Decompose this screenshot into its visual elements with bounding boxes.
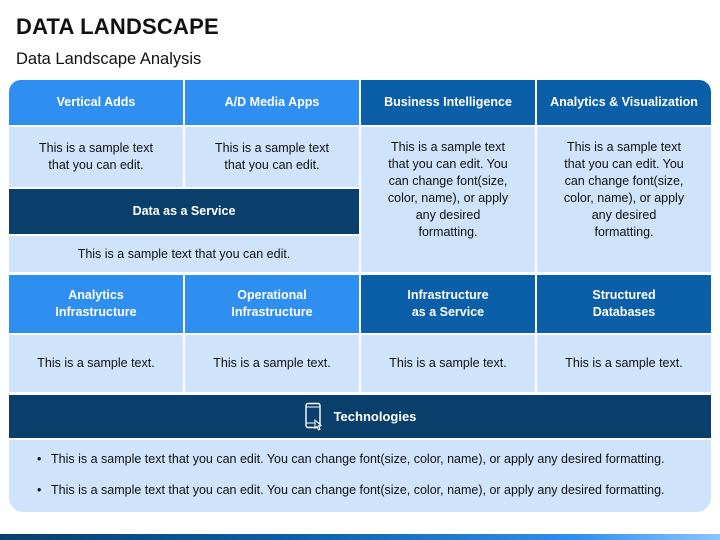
header-technologies xyxy=(9,395,711,438)
header-business-intelligence: Business Intelligence xyxy=(361,80,535,125)
list-item: • This is a sample text that you can edit. You can change font(size, color, name), or apply any desired formatting. xyxy=(37,483,665,497)
header-structured-databases: Structured Databases xyxy=(537,275,711,333)
tablet-touch-icon xyxy=(304,402,324,432)
header-infrastructure-as-a-service: Infrastructure as a Service xyxy=(361,275,535,333)
header-analytics-infrastructure: Analytics Infrastructure xyxy=(9,275,183,333)
header-analytics-visualization: Analytics & Visualization xyxy=(537,80,711,125)
body-data-as-a-service: This is a sample text that you can edit. xyxy=(9,236,359,272)
footer-accent-bar xyxy=(0,534,720,540)
body-infrastructure-as-a-service: This is a sample text. xyxy=(361,335,535,392)
header-operational-infrastructure: Operational Infrastructure xyxy=(185,275,359,333)
page-subtitle: Data Landscape Analysis xyxy=(16,50,202,68)
body-structured-databases: This is a sample text. xyxy=(537,335,711,392)
technologies-label: Technologies xyxy=(333,409,417,424)
technologies-body xyxy=(9,440,711,512)
body-analytics-infrastructure: This is a sample text. xyxy=(9,335,183,392)
body-business-intelligence: This is a sample text that you can edit. You can change font(size, color, name), or apply any desired formatting. xyxy=(361,127,535,272)
header-data-as-a-service: Data as a Service xyxy=(9,189,359,234)
body-vertical-adds: This is a sample text that you can edit. xyxy=(9,127,183,187)
header-vertical-adds: Vertical Adds xyxy=(9,80,183,125)
page-title: DATA LANDSCAPE xyxy=(16,14,219,39)
header-ad-media-apps: A/D Media Apps xyxy=(185,80,359,125)
body-ad-media-apps: This is a sample text that you can edit. xyxy=(185,127,359,187)
list-item: • This is a sample text that you can edit. You can change font(size, color, name), or apply any desired formatting. xyxy=(37,452,665,466)
body-operational-infrastructure: This is a sample text. xyxy=(185,335,359,392)
body-analytics-visualization: This is a sample text that you can edit. You can change font(size, color, name), or apply any desired formatting. xyxy=(537,127,711,272)
